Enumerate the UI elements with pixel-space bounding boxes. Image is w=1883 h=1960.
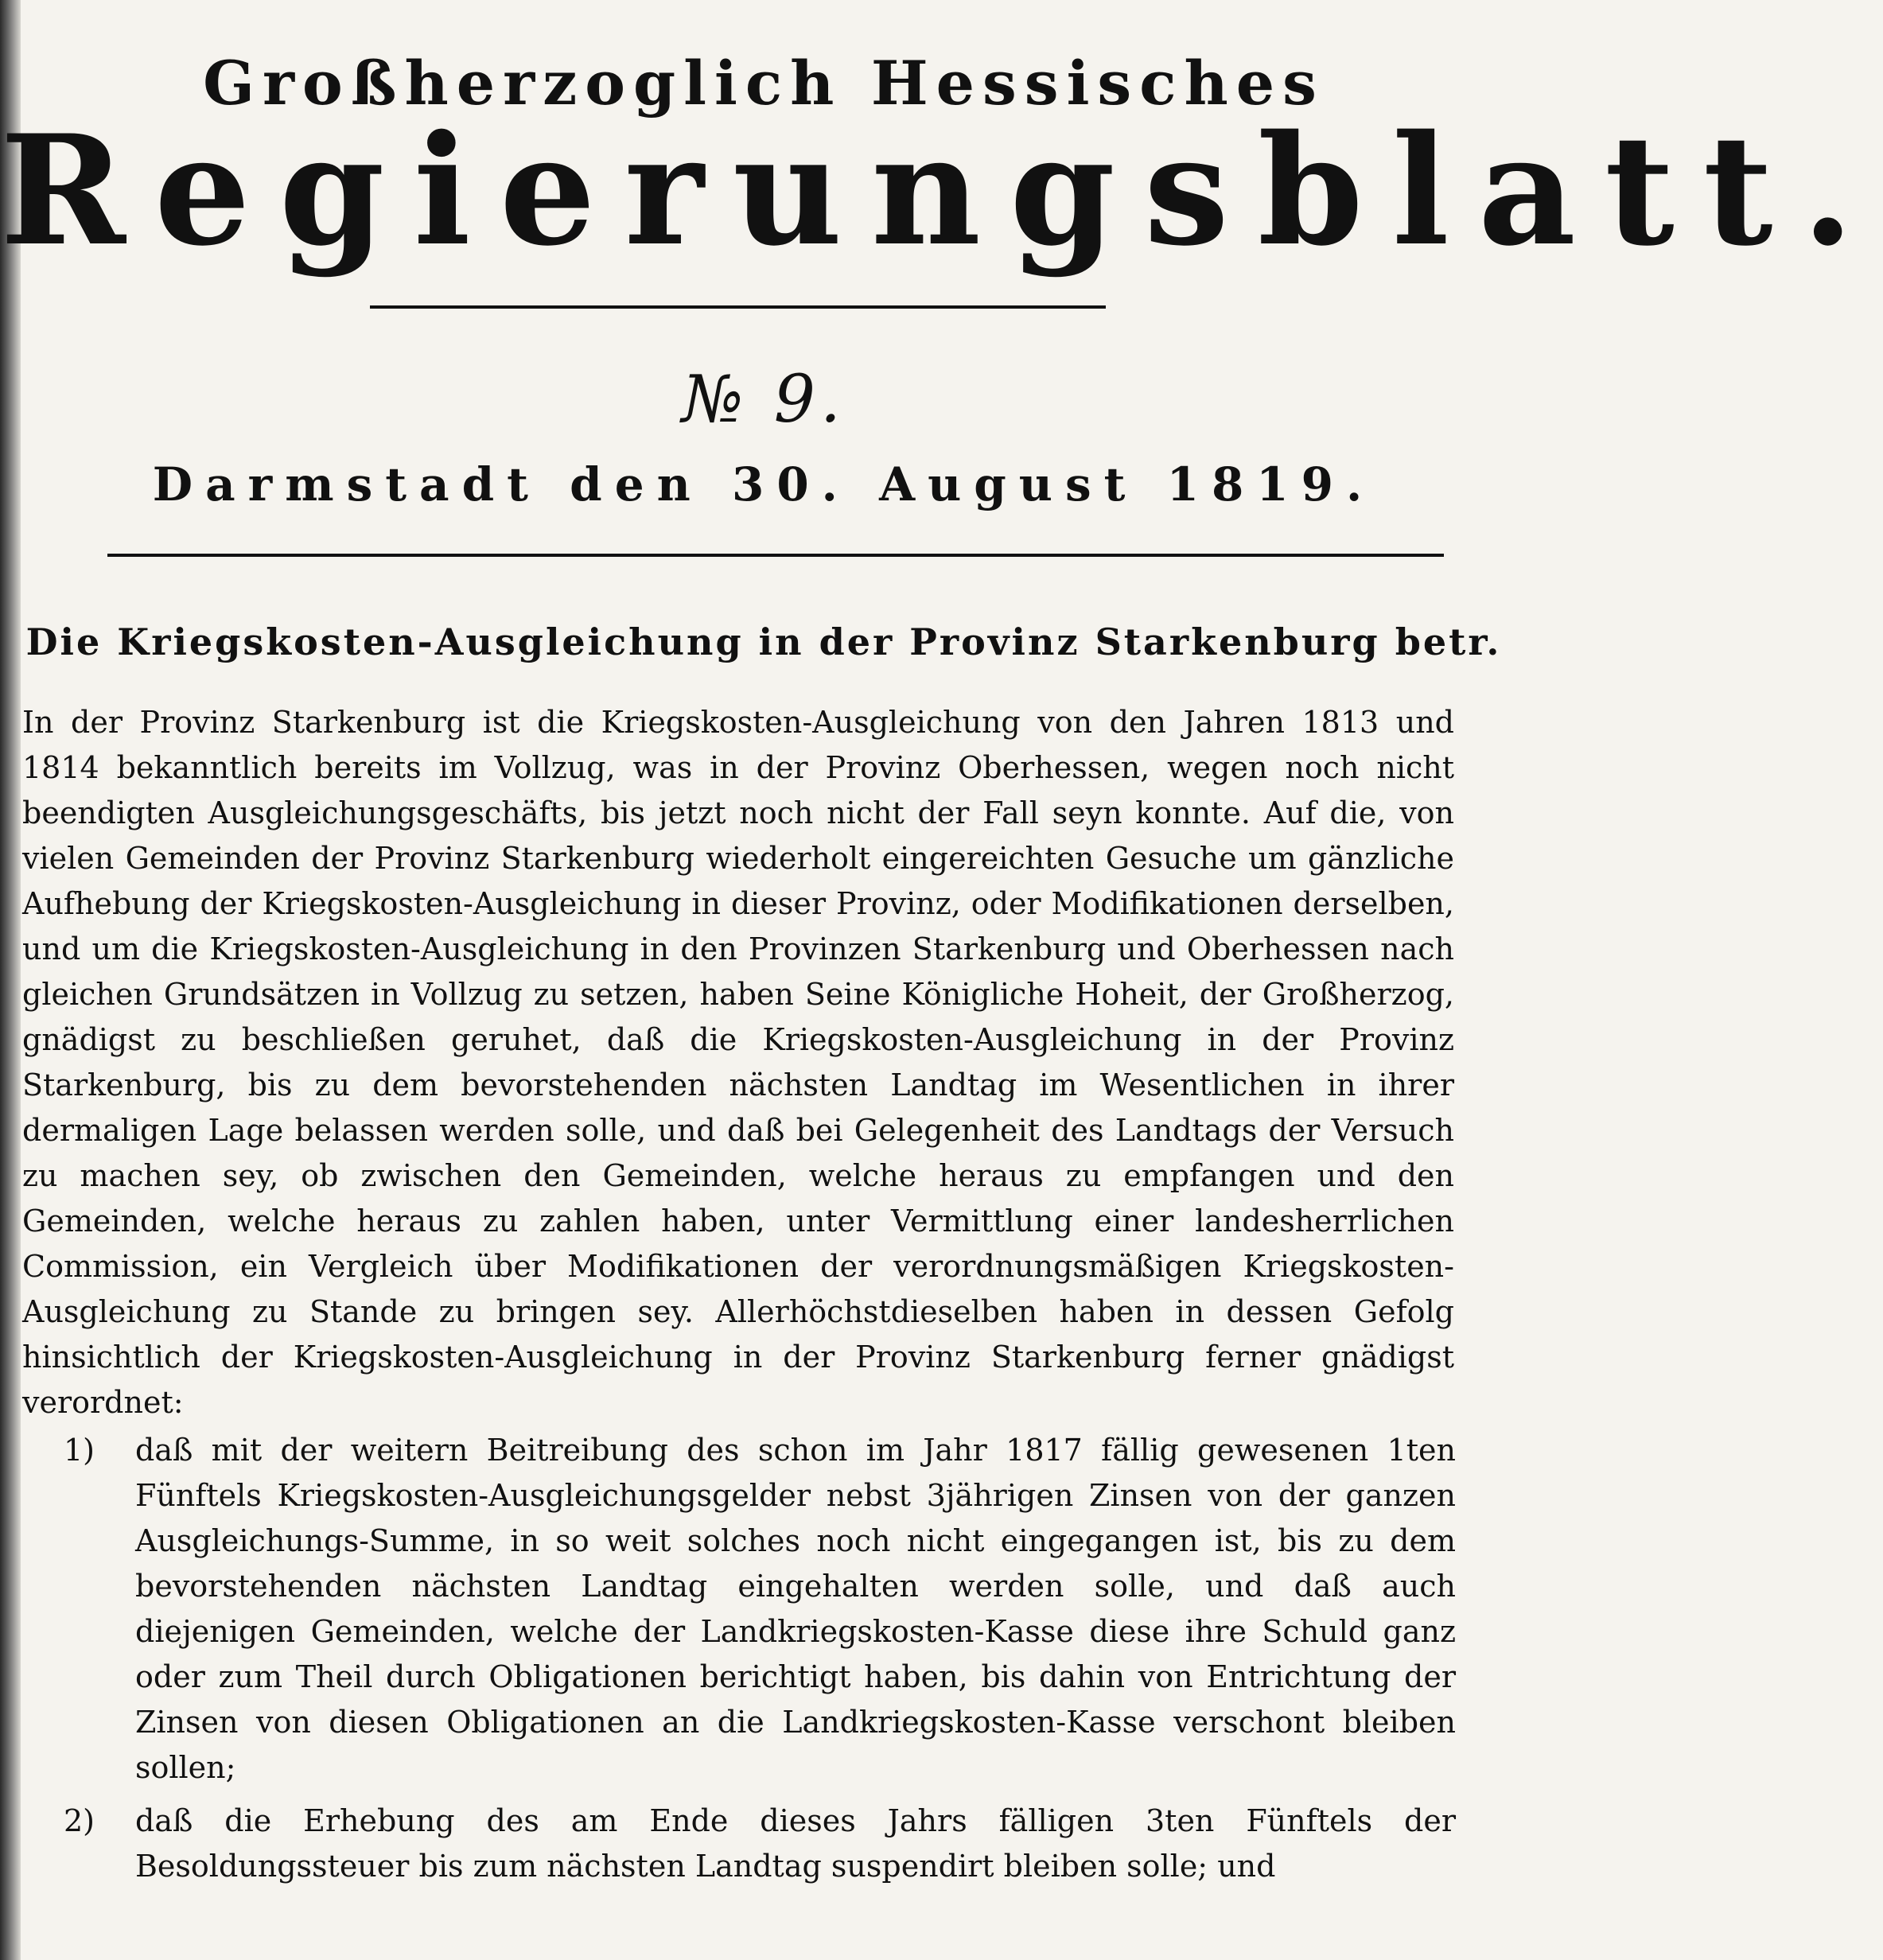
masthead-rule [370,305,1106,309]
masthead-line1: Großherzoglich Hessisches [203,48,1325,119]
page-binding-shadow [0,0,21,1960]
list-item-text: daß mit der weitern Beitreibung des schon im Jahr 1817 fällig gewesenen 1ten Fünftels Kriegskosten-Ausgleichungsgelder nebst 3jährigen Zinsen von der ganzen Ausgleichungs-Summe, in so weit solches noch nicht eingegangen ist, bis zu dem bevorstehenden nächsten Landtag eingehalten werden solle, und daß auch diejenigen Gemeinden, welche der Landkriegskosten-Kasse diese ihre Schuld ganz oder zum Theil durch Obligationen berichtigt haben, bis dahin von Entrichtung der Zinsen von diesen Obligationen an die Landkriegskosten-Kasse verschont bleiben sollen; [135,1433,1456,1785]
dateline: Darmstadt den 30. August 1819. [152,457,1375,511]
list-item-number: 2) [64,1803,95,1838]
body-paragraph: In der Provinz Starkenburg ist die Kriegskosten-Ausgleichung von den Jahren 1813 und 1814 bekanntlich bereits im Vollzug, was in der Provinz Oberhessen, wegen noch nicht beendigten Ausgleichungsgeschäfts, bis jetzt noch nicht der Fall seyn konnte. Auf die, von vielen Gemeinden der Provinz Starkenburg wiederholt eingereichten Gesuche um gänzliche Aufhebung der Kriegskosten-Ausgleichung in dieser Provinz, oder Modifikationen derselben, und um die Kriegskosten-Ausgleichung in den Provinzen Starkenburg und Oberhessen nach gleichen Grundsätzen in Vollzug zu setzen, haben Seine Königliche Hoheit, der Großherzog, gnädigst zu beschließen geruhet, daß die Kriegskosten-Ausgleichung in der Provinz Starkenburg, bis zu dem bevorstehenden nächsten Landtag im Wesentlichen in ihrer dermaligen Lage belassen werden solle, und daß bei Gelegenheit des Landtags der Versuch zu machen sey, ob zwischen den Gemeinden, welche heraus zu empfangen und den Gemeinden, welche heraus zu zahlen haben, unter Vermittlung einer landesherrlichen Commission, ein Vergleich über Modifikationen der verordnungsmäßigen Kriegskosten-Ausgleichung zu Stande zu bringen sey. Allerhöchstdieselben haben in dessen Gefolg hinsichtlich der Kriegskosten-Ausgleichung in der Provinz Starkenburg ferner gnädigst verordnet: [22,705,1454,1420]
issue-number: № 9. [682,362,846,438]
header-divider [107,554,1444,557]
list-item [64,1428,1456,1791]
ordinance-list [64,1428,1456,1897]
list-item [64,1799,1456,1889]
list-item-number: 1) [64,1433,95,1468]
list-item-text: daß die Erhebung des am Ende dieses Jahrs fälligen 3ten Fünftels der Besoldungssteuer bis zum nächsten Landtag suspendirt bleiben solle; und [135,1803,1456,1884]
subject-heading: Die Kriegskosten-Ausgleichung in der Provinz Starkenburg betr. [25,620,1502,663]
masthead-title: Regierungsblatt. [0,102,1883,279]
